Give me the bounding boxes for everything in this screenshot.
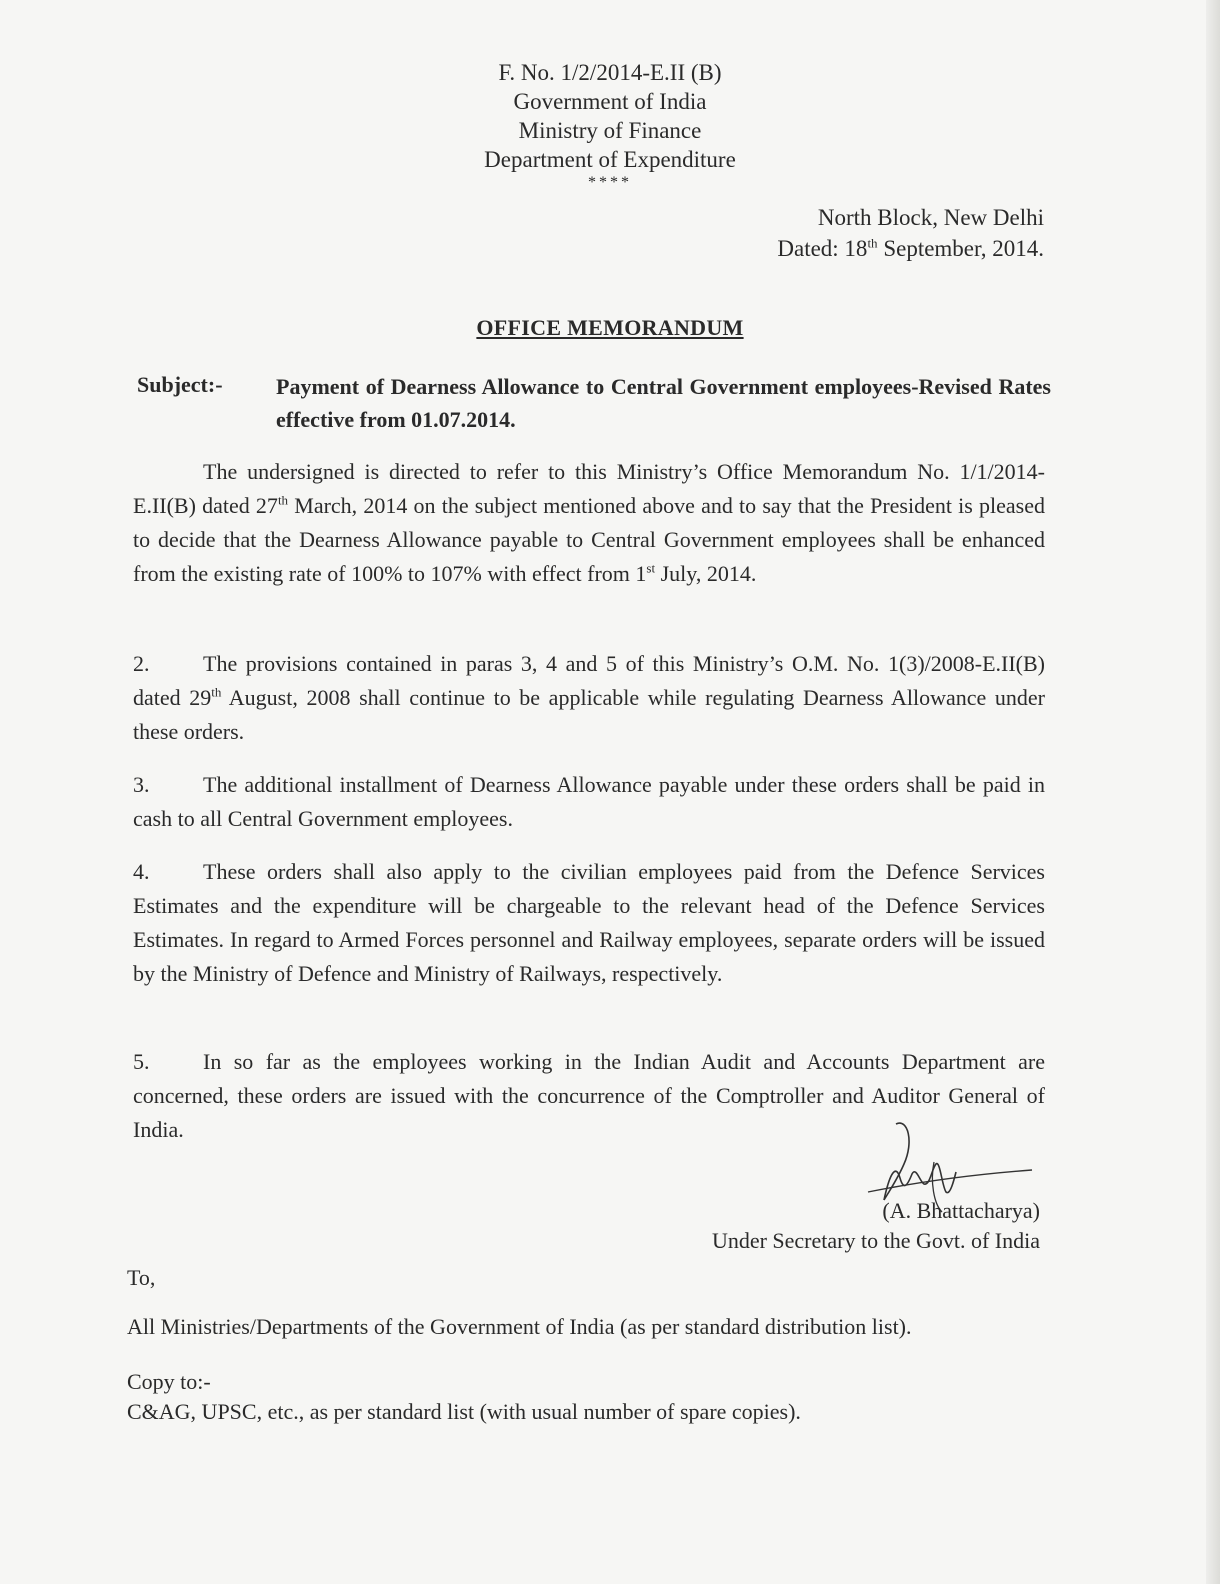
file-number: F. No. 1/2/2014-E.II (B) bbox=[498, 60, 722, 85]
p4-number: 4. bbox=[133, 859, 150, 884]
p3-number: 3. bbox=[133, 772, 150, 797]
letterhead bbox=[0, 58, 1220, 192]
ministry-name: Ministry of Finance bbox=[518, 118, 702, 143]
p2-text-b: August, 2008 shall continue to be applicable while regulating Dearness Allowance under these orders. bbox=[133, 685, 1045, 744]
p5-number: 5. bbox=[133, 1049, 150, 1074]
p1-sup-2: st bbox=[646, 560, 656, 576]
signatory-designation: Under Secretary to the Govt. of India bbox=[711, 1228, 1040, 1253]
government-name: Government of India bbox=[513, 89, 707, 114]
signatory-block bbox=[712, 1196, 1040, 1256]
paragraph-2 bbox=[133, 647, 1045, 749]
p1-text-a: The undersigned is directed to refer to this Ministry’s Office Memorandum No. 1/1/2014-E.II(B) dated 27 bbox=[133, 459, 1045, 518]
p1-text-b: March, 2014 on the subject mentioned above and to say that the President is pleased to decide that the Dearness Allowance payable to Central Government employees shall be enhanced from the existing rate of 100% to 107% with effect from 1 bbox=[133, 493, 1045, 586]
p2-sup: th bbox=[211, 684, 222, 700]
scan-edge bbox=[1206, 0, 1220, 1584]
paragraph-1 bbox=[133, 455, 1045, 591]
p1-text-c: July, 2014. bbox=[655, 561, 757, 586]
paragraph-4 bbox=[133, 855, 1045, 991]
department-name: Department of Expenditure bbox=[484, 147, 736, 172]
date-ordinal: th bbox=[867, 235, 878, 251]
p1-sup-1: th bbox=[277, 492, 289, 508]
to-label: To, bbox=[127, 1265, 156, 1290]
addressees: All Ministries/Departments of the Government of India (as per standard distribution list). bbox=[127, 1314, 912, 1339]
date-line bbox=[777, 233, 1044, 264]
p5-text: In so far as the employees working in the Indian Audit and Accounts Department are concerned, these orders are issued with the concurrence of the Comptroller and Auditor General of India. bbox=[133, 1049, 1045, 1142]
p2-number: 2. bbox=[133, 651, 150, 676]
p3-text: The additional installment of Dearness Allowance payable under these orders shall be paid in cash to all Central Government employees. bbox=[133, 772, 1045, 831]
paragraph-3 bbox=[133, 768, 1045, 836]
subject-label: Subject:- bbox=[137, 372, 223, 397]
copy-to-label: Copy to:- bbox=[127, 1369, 211, 1394]
p4-text: These orders shall also apply to the civilian employees paid from the Defence Services Estimates and the expenditure will be chargeable to the relevant head of the Defence Services Estimates. In regard to Armed Forces personnel and Railway employees, separate orders will be issued by the Ministry of Defence and Ministry of Railways, respectively. bbox=[133, 859, 1045, 986]
place-and-date bbox=[777, 202, 1044, 264]
subject-text: Payment of Dearness Allowance to Central Government employees-Revised Rates effective from 01.07.2014. bbox=[276, 374, 1051, 432]
date-suffix: September, 2014. bbox=[877, 236, 1044, 261]
signatory-name: (A. Bhattacharya) bbox=[882, 1198, 1040, 1223]
p2-text-a: The provisions contained in paras 3, 4 and 5 of this Ministry’s O.M. No. 1(3)/2008-E.II(B) dated 29 bbox=[133, 651, 1045, 710]
location: North Block, New Delhi bbox=[817, 205, 1044, 230]
date-prefix: Dated: 18 bbox=[777, 236, 868, 261]
separator-stars: **** bbox=[588, 174, 632, 191]
copy-to-text: C&AG, UPSC, etc., as per standard list (with usual number of spare copies). bbox=[127, 1399, 801, 1424]
memo-title: OFFICE MEMORANDUM bbox=[476, 315, 744, 340]
